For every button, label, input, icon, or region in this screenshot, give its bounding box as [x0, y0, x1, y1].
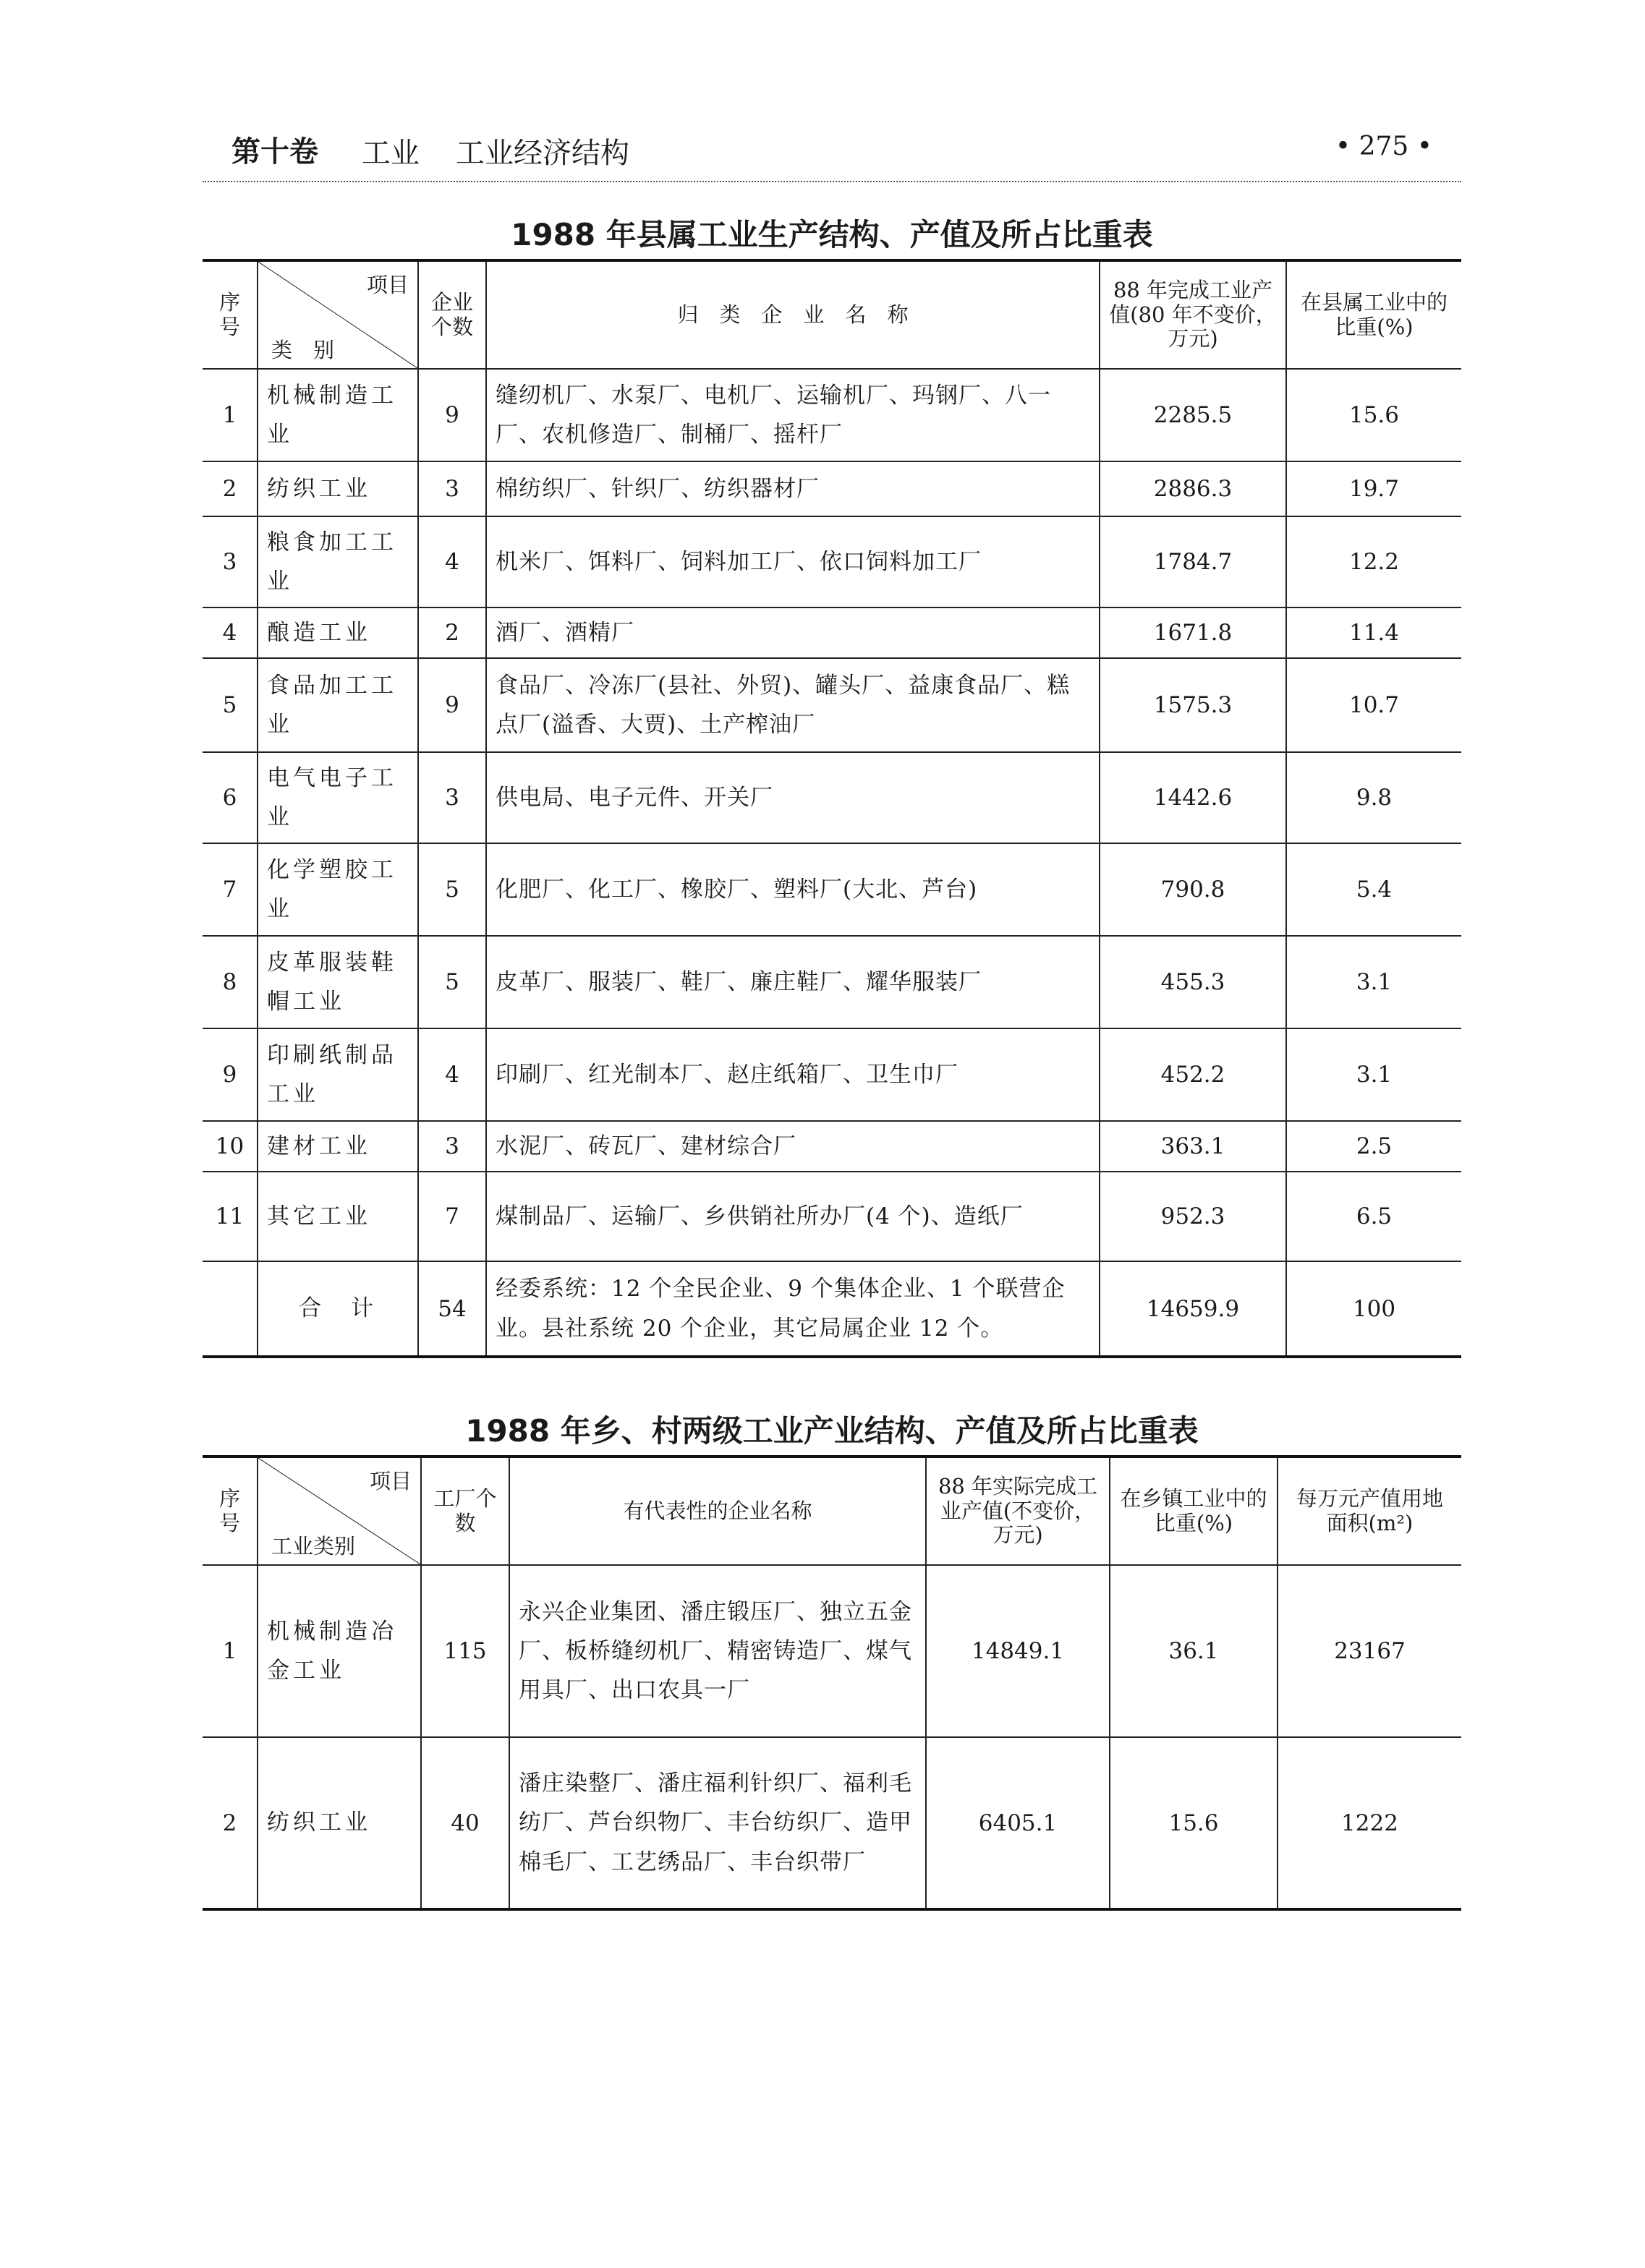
row-category: 印刷纸制品工业: [258, 1028, 418, 1121]
section-label: 工业: [362, 137, 420, 170]
row-names: 棉纺织厂、针织厂、纺织器材厂: [486, 461, 1100, 516]
row-names: 酒厂、酒精厂: [486, 608, 1100, 658]
row-category: 食品加工工业: [258, 658, 418, 752]
row-count: 3: [418, 1121, 486, 1172]
volume-label: 第十卷: [231, 135, 318, 169]
total-share: 100: [1286, 1261, 1461, 1357]
row-category: 机械制造冶金工业: [258, 1565, 421, 1737]
row-names: 潘庄染整厂、潘庄福利针织厂、福利毛纺厂、芦台织物厂、丰台纺织厂、造甲棉毛厂、工艺绣品厂、丰台织带厂: [509, 1737, 926, 1909]
table-row: [203, 843, 1461, 936]
row-names: 化肥厂、化工厂、橡胶厂、塑料厂(大北、芦台): [486, 843, 1100, 936]
row-seq: 3: [203, 516, 258, 608]
table-row: [203, 1172, 1461, 1261]
row-seq: 10: [203, 1121, 258, 1172]
table2-col-category: [258, 1457, 421, 1565]
table-row: [203, 369, 1461, 461]
row-value: 2886.3: [1100, 461, 1286, 516]
row-count: 3: [418, 461, 486, 516]
row-category: 其它工业: [258, 1172, 418, 1261]
running-header: [203, 129, 1461, 179]
row-share: 15.6: [1286, 369, 1461, 461]
row-category: 化学塑胶工业: [258, 843, 418, 936]
table1-total-row: [203, 1261, 1461, 1357]
subsection-label: 工业经济结构: [456, 137, 629, 170]
row-value: 2285.5: [1100, 369, 1286, 461]
table1-category-label: 类 别: [271, 338, 335, 362]
row-seq: 4: [203, 608, 258, 658]
row-value: 952.3: [1100, 1172, 1286, 1261]
row-seq: 5: [203, 658, 258, 752]
table1-col-share: 在县属工业中的比重(%): [1286, 260, 1461, 369]
row-category: 酿造工业: [258, 608, 418, 658]
table-row: [203, 1028, 1461, 1121]
row-names: 皮革厂、服装厂、鞋厂、廉庄鞋厂、耀华服装厂: [486, 936, 1100, 1028]
table1-col-category: [258, 260, 418, 369]
row-value: 1575.3: [1100, 658, 1286, 752]
total-value: 14659.9: [1100, 1261, 1286, 1357]
row-category: 纺织工业: [258, 461, 418, 516]
table-row: [203, 608, 1461, 658]
row-value: 790.8: [1100, 843, 1286, 936]
row-count: 9: [418, 369, 486, 461]
row-share: 12.2: [1286, 516, 1461, 608]
table1: [203, 259, 1461, 1358]
row-area: 1222: [1278, 1737, 1461, 1909]
row-count: 40: [421, 1737, 509, 1909]
row-category: 电气电子工业: [258, 752, 418, 843]
row-share: 3.1: [1286, 936, 1461, 1028]
row-category: 机械制造工业: [258, 369, 418, 461]
table-row: [203, 516, 1461, 608]
table1-col-count: 企业个数: [418, 260, 486, 369]
row-count: 9: [418, 658, 486, 752]
table1-col-value: 88 年完成工业产值(80 年不变价，万元): [1100, 260, 1286, 369]
row-seq: 1: [203, 1565, 258, 1737]
table-row: [203, 936, 1461, 1028]
table-row: [203, 1565, 1461, 1737]
row-category: 皮革服装鞋帽工业: [258, 936, 418, 1028]
row-count: 5: [418, 843, 486, 936]
row-names: 机米厂、饵料厂、饲料加工厂、依口饲料加工厂: [486, 516, 1100, 608]
table2-col-area: 每万元产值用地面积(m²): [1278, 1457, 1461, 1565]
total-names: 经委系统：12 个全民企业、9 个集体企业、1 个联营企业。县社系统 20 个企业，其它局属企业 12 个。: [486, 1261, 1100, 1357]
row-seq: 7: [203, 843, 258, 936]
row-count: 115: [421, 1565, 509, 1737]
row-value: 1784.7: [1100, 516, 1286, 608]
row-names: 供电局、电子元件、开关厂: [486, 752, 1100, 843]
total-count: 54: [418, 1261, 486, 1357]
table2-col-seq: 序号: [203, 1457, 258, 1565]
row-value: 1442.6: [1100, 752, 1286, 843]
row-value: 6405.1: [926, 1737, 1110, 1909]
row-seq-empty: [203, 1261, 258, 1357]
row-names: 水泥厂、砖瓦厂、建材综合厂: [486, 1121, 1100, 1172]
row-seq: 1: [203, 369, 258, 461]
table2-item-label: 项目: [369, 1469, 412, 1493]
header-divider: [203, 181, 1461, 182]
table1-item-label: 项目: [366, 273, 409, 297]
row-share: 15.6: [1110, 1737, 1278, 1909]
row-seq: 2: [203, 1737, 258, 1909]
table2-header-row: [203, 1457, 1461, 1565]
row-seq: 9: [203, 1028, 258, 1121]
row-share: 3.1: [1286, 1028, 1461, 1121]
total-label: 合 计: [258, 1261, 418, 1357]
table2-col-count: 工厂个数: [421, 1457, 509, 1565]
row-share: 10.7: [1286, 658, 1461, 752]
table2: [203, 1455, 1461, 1911]
row-count: 4: [418, 1028, 486, 1121]
table-row: [203, 461, 1461, 516]
page-number: • 275 •: [1335, 132, 1432, 161]
table2-col-share: 在乡镇工业中的比重(%): [1110, 1457, 1278, 1565]
table-row: [203, 1121, 1461, 1172]
row-category: 粮食加工工业: [258, 516, 418, 608]
row-share: 11.4: [1286, 608, 1461, 658]
row-count: 5: [418, 936, 486, 1028]
table1-title: 1988 年县属工业生产结构、产值及所占比重表: [511, 217, 1153, 252]
row-share: 36.1: [1110, 1565, 1278, 1737]
table1-col-names: 归 类 企 业 名 称: [486, 260, 1100, 369]
row-share: 6.5: [1286, 1172, 1461, 1261]
table1-col-seq: 序号: [203, 260, 258, 369]
row-share: 2.5: [1286, 1121, 1461, 1172]
row-count: 3: [418, 752, 486, 843]
table1-header-row: [203, 260, 1461, 369]
row-share: 19.7: [1286, 461, 1461, 516]
row-value: 1671.8: [1100, 608, 1286, 658]
row-seq: 2: [203, 461, 258, 516]
row-names: 永兴企业集团、潘庄锻压厂、独立五金厂、板桥缝纫机厂、精密铸造厂、煤气用具厂、出口农具一厂: [509, 1565, 926, 1737]
row-count: 4: [418, 516, 486, 608]
row-value: 452.2: [1100, 1028, 1286, 1121]
row-seq: 8: [203, 936, 258, 1028]
row-area: 23167: [1278, 1565, 1461, 1737]
row-share: 5.4: [1286, 843, 1461, 936]
row-category: 建材工业: [258, 1121, 418, 1172]
row-names: 食品厂、冷冻厂(县社、外贸)、罐头厂、益康食品厂、糕点厂(溢香、大贾)、土产榨油厂: [486, 658, 1100, 752]
row-value: 363.1: [1100, 1121, 1286, 1172]
table-row: [203, 752, 1461, 843]
row-names: 缝纫机厂、水泵厂、电机厂、运输机厂、玛钢厂、八一厂、农机修造厂、制桶厂、摇杆厂: [486, 369, 1100, 461]
row-names: 煤制品厂、运输厂、乡供销社所办厂(4 个)、造纸厂: [486, 1172, 1100, 1261]
row-names: 印刷厂、红光制本厂、赵庄纸箱厂、卫生巾厂: [486, 1028, 1100, 1121]
row-value: 455.3: [1100, 936, 1286, 1028]
row-value: 14849.1: [926, 1565, 1110, 1737]
row-share: 9.8: [1286, 752, 1461, 843]
row-seq: 6: [203, 752, 258, 843]
row-count: 2: [418, 608, 486, 658]
row-count: 7: [418, 1172, 486, 1261]
table2-title: 1988 年乡、村两级工业产业结构、产值及所占比重表: [465, 1413, 1199, 1449]
table-row: [203, 658, 1461, 752]
table-row: [203, 1737, 1461, 1909]
table2-col-value: 88 年实际完成工业产值(不变价，万元): [926, 1457, 1110, 1565]
table2-col-names: 有代表性的企业名称: [509, 1457, 926, 1565]
row-seq: 11: [203, 1172, 258, 1261]
table2-category-label: 工业类别: [271, 1534, 356, 1559]
row-category: 纺织工业: [258, 1737, 421, 1909]
